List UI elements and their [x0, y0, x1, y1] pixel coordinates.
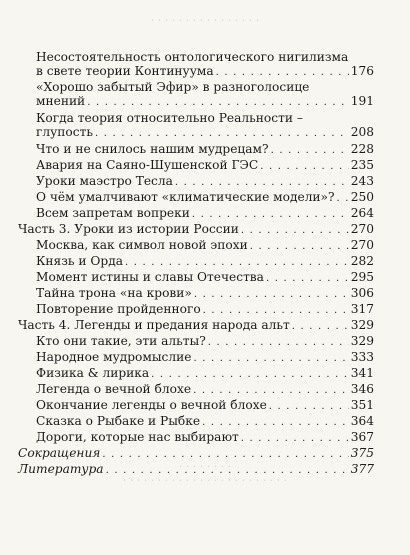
toc-entry-page: 346	[350, 382, 374, 396]
toc-entry-title: Авария на Саяно-Шушенской ГЭС	[36, 158, 259, 172]
toc-entry	[36, 350, 374, 366]
dot-leader	[337, 192, 349, 206]
dot-leader	[193, 352, 348, 366]
toc-entry-page: 377	[350, 462, 374, 476]
toc-part-heading	[18, 318, 374, 334]
toc-entry-title: «Хорошо забытый Эфир» в разноголосице	[36, 80, 310, 94]
toc-entry-page: 282	[350, 254, 374, 268]
toc-entry	[36, 174, 374, 190]
toc-entry-page: 367	[350, 430, 374, 444]
toc-entry-title: Дороги, которые нас выбирают	[36, 430, 239, 444]
toc-entry-title: Окончание легенды о вечной блохе	[36, 398, 267, 412]
toc-entry	[36, 111, 374, 141]
toc-entry-page: 191	[350, 94, 374, 108]
toc-entry-page: 306	[350, 286, 374, 300]
dot-leader	[271, 144, 349, 158]
toc-entry-page: 243	[350, 174, 374, 188]
toc-entry-title: Всем запретам вопреки	[36, 206, 190, 220]
dot-leader	[241, 432, 349, 446]
dot-leader	[125, 256, 349, 270]
toc-entry	[36, 190, 374, 206]
toc-entry-title: Что и не снилось нашим мудрецам?	[36, 142, 269, 156]
toc-entry-page: 329	[350, 334, 374, 348]
toc-entry-title: глупость	[36, 125, 93, 139]
toc-entry-title: Сокращения	[18, 446, 101, 460]
dot-leader	[250, 240, 349, 254]
toc-entry-page: 341	[350, 366, 374, 380]
toc-entry-page: 351	[350, 398, 374, 412]
toc-entry	[36, 158, 374, 174]
toc-entry-title: Когда теория относительно Реальности –	[36, 111, 303, 125]
toc-entry	[36, 80, 374, 110]
toc-entry	[36, 270, 374, 286]
dot-leader	[203, 304, 349, 318]
toc-entry	[36, 238, 374, 254]
toc-entry-title: Момент истины и славы Отечества	[36, 270, 264, 284]
toc-entry-title: мнений	[36, 94, 86, 108]
toc-entry-page: 235	[350, 158, 374, 172]
toc-entry-page: 295	[350, 270, 374, 284]
toc-entry-page: 329	[350, 318, 374, 332]
bleed-through-text-bottom: · · · · · · · · · · · · · · · · · · · · · · · · · · · · · · · ·	[122, 460, 288, 487]
toc-entry-page: 176	[350, 64, 374, 78]
toc-entry-title: Физика & лирика	[36, 366, 150, 380]
dot-leader	[216, 66, 349, 80]
dot-leader	[192, 208, 349, 222]
toc-entry-title: Сказка о Рыбаке и Рыбке	[36, 414, 201, 428]
dot-leader	[193, 384, 349, 398]
toc-entry-title: Легенда о вечной блохе	[36, 382, 192, 396]
toc-entry-title: Часть 4. Легенды и предания народа альт	[18, 318, 290, 332]
toc-entry-title: О чём умалчивают «климатические модели»?	[36, 190, 335, 204]
toc-entry	[36, 382, 374, 398]
toc-entry-page: 228	[350, 142, 374, 156]
toc-entry-title: Часть 3. Уроки из истории России	[18, 222, 239, 236]
dot-leader	[102, 448, 348, 462]
toc-literature-entry	[18, 462, 374, 478]
dot-leader	[87, 96, 349, 110]
dot-leader	[106, 464, 349, 478]
toc-abbreviations-entry	[18, 446, 374, 462]
toc-entry-page: 375	[350, 446, 374, 460]
dot-leader	[175, 176, 349, 190]
toc-entry-title: Тайна трона «на крови»	[36, 286, 192, 300]
toc-entry	[36, 50, 374, 80]
toc-entry-title: Литература	[18, 462, 104, 476]
dot-leader	[269, 400, 349, 414]
toc-entry-page: 270	[350, 238, 374, 252]
toc-entry	[36, 334, 374, 350]
dot-leader	[95, 127, 349, 141]
toc-entry-title: Народное мудромыслие	[36, 350, 192, 364]
toc-entry-title: Несостоятельность онтологического нигилизма	[36, 50, 349, 64]
dot-leader	[194, 288, 349, 302]
dot-leader	[241, 224, 349, 238]
toc-entry-title: в свете теории Континуума	[36, 64, 214, 78]
toc-entry	[36, 286, 374, 302]
toc-entry-title: Повторение пройденного	[36, 302, 201, 316]
toc-entry-page: 333	[350, 350, 374, 364]
toc-entry-page: 250	[350, 190, 374, 204]
toc-entry	[36, 206, 374, 222]
dot-leader	[292, 320, 349, 334]
dot-leader	[151, 368, 349, 382]
toc-entry	[36, 414, 374, 430]
toc-entry	[36, 254, 374, 270]
toc-entry	[36, 302, 374, 318]
toc-part-heading	[18, 222, 374, 238]
toc-entry-page: 364	[350, 414, 374, 428]
dot-leader	[208, 336, 349, 350]
toc-entry-page: 270	[350, 222, 374, 236]
toc-entry-page: 208	[350, 125, 374, 139]
toc-entry-page: 317	[350, 302, 374, 316]
dot-leader	[266, 272, 349, 286]
toc-entry-title: Москва, как символ новой эпохи	[36, 238, 248, 252]
toc-entry	[36, 366, 374, 382]
toc-entry	[36, 398, 374, 414]
toc-entry	[36, 142, 374, 158]
dot-leader	[260, 160, 349, 174]
toc-entry-title: Кто они такие, эти альты?	[36, 334, 206, 348]
toc-entry-title: Уроки маэстро Тесла	[36, 174, 173, 188]
dot-leader	[202, 416, 349, 430]
bleed-through-text-top: · · · · · · · · · · · · · · · ·	[150, 14, 260, 27]
toc-entry-page: 264	[350, 206, 374, 220]
toc-entry-title: Князь и Орда	[36, 254, 123, 268]
toc-entry	[36, 430, 374, 446]
